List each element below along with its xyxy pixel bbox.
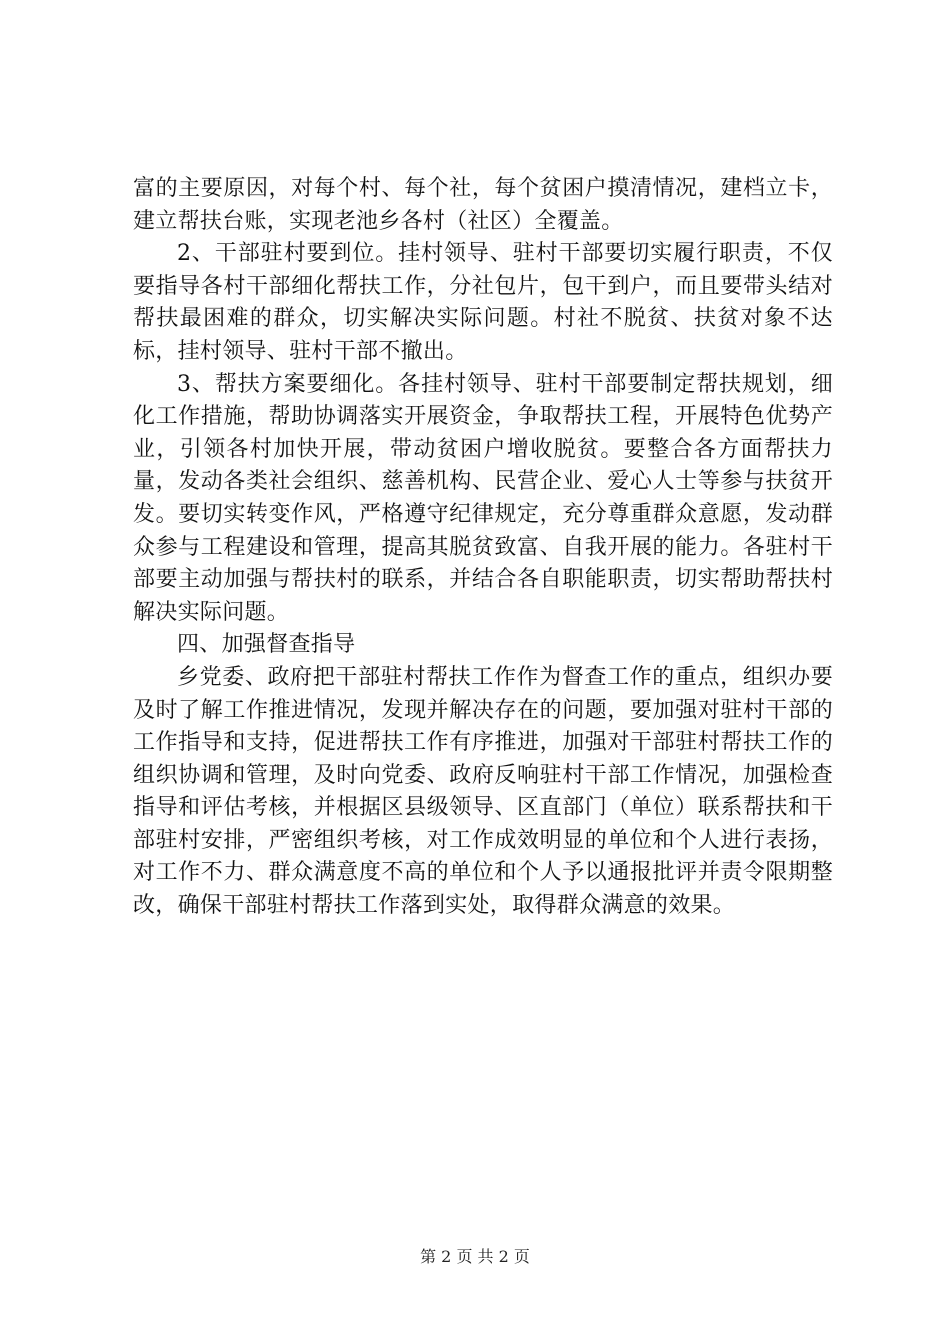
paragraph-2: 2、干部驻村要到位。挂村领导、驻村干部要切实履行职责，不仅要指导各村干部细化帮扶工作，分社包片，包干到户，而且要带头结对帮扶最困难的群众，切实解决实际问题。村社不脱贫、扶贫对象不达标，挂村领导、驻村干部不撤出。 xyxy=(133,241,833,364)
paragraph-5: 乡党委、政府把干部驻村帮扶工作作为督查工作的重点，组织办要及时了解工作推进情况，发现并解决存在的问题，要加强对驻村干部的工作指导和支持，促进帮扶工作有序推进，加强对干部驻村帮扶工作的组织协调和管理，及时向党委、政府反响驻村干部工作情况，加强检查指导和评估考核，并根据区县级领导、区直部门（单位）联系帮扶和干部驻村安排，严密组织考核，对工作成效明显的单位和个人进行表扬，对工作不力、群众满意度不高的单位和个人予以通报批评并责令限期整改，确保干部驻村帮扶工作落到实处，取得群众满意的效果。 xyxy=(133,664,833,919)
document-body xyxy=(133,173,833,923)
paragraph-3: 3、帮扶方案要细化。各挂村领导、驻村干部要制定帮扶规划，细化工作措施，帮助协调落实开展资金，争取帮扶工程，开展特色优势产业，引领各村加快开展，带动贫困户增收脱贫。要整合各方面帮扶力量，发动各类社会组织、慈善机构、民营企业、爱心人士等参与扶贫开发。要切实转变作风，严格遵守纪律规定，充分尊重群众意愿，发动群众参与工程建设和管理，提高其脱贫致富、自我开展的能力。各驻村干部要主动加强与帮扶村的联系，并结合各自职能职责，切实帮助帮扶村解决实际问题。 xyxy=(133,371,833,625)
page-footer: 第 2 页 共 2 页 xyxy=(420,1247,530,1266)
section-heading-4: 四、加强督查指导 xyxy=(177,632,356,658)
paragraph-1: 富的主要原因，对每个村、每个社，每个贫困户摸清情况，建档立卡，建立帮扶台账，实现老池乡各村（社区）全覆盖。 xyxy=(133,176,833,234)
